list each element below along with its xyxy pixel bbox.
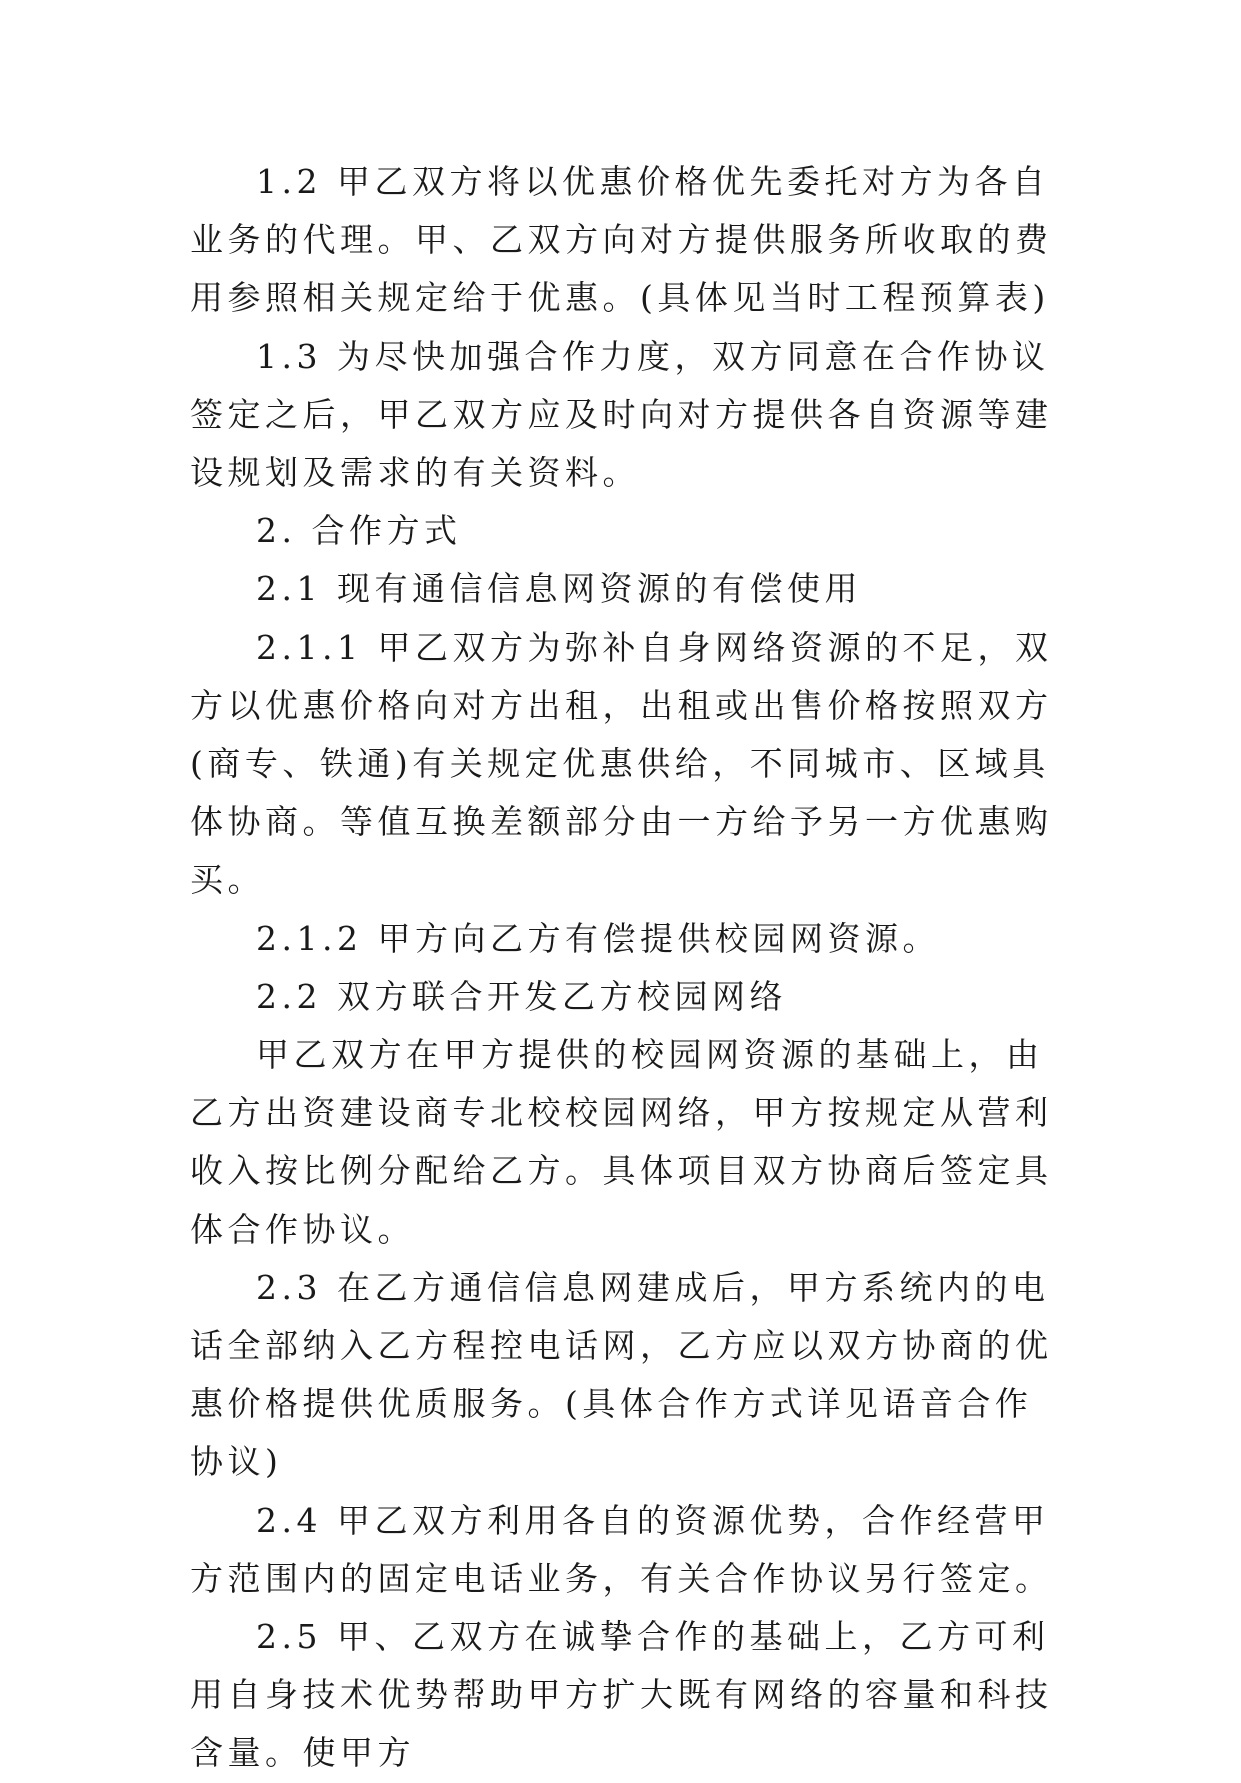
heading-2-cooperation-method: 2. 合作方式 [256,511,462,551]
document-body [190,153,1060,1783]
paragraph-2-1-1: 2.1.1 甲乙双方为弥补自身网络资源的不足，双方以优惠价格向对方出租，出租或出售价格按照双方(商专、铁通)有关规定优惠供给，不同城市、区域具体协商。等值互换差额部分由一方给予另一方优惠购买。 [190,627,1053,900]
paragraph-2-5: 2.5 甲、乙双方在诚挚合作的基础上，乙方可利用自身技术优势帮助甲方扩大既有网络的容量和科技含量。使甲方 [190,1617,1053,1773]
paragraph-2-4: 2.4 甲乙双方利用各自的资源优势，合作经营甲方范围内的固定电话业务，有关合作协议另行签定。 [190,1500,1053,1598]
paragraph-1-3: 1.3 为尽快加强合作力度，双方同意在合作协议签定之后，甲乙双方应及时向对方提供各自资源等建设规划及需求的有关资料。 [190,336,1053,493]
heading-2-1: 2.1 现有通信信息网资源的有偿使用 [256,569,862,609]
paragraph-1-2: 1.2 甲乙双方将以优惠价格优先委托对方为各自业务的代理。甲、乙双方向对方提供服务所收取的费用参照相关规定给于优惠。(具体见当时工程预算表) [190,162,1053,318]
paragraph-2-1-2: 2.1.2 甲方向乙方有偿提供校园网资源。 [256,918,940,958]
paragraph-2-3: 2.3 在乙方通信信息网建成后，甲方系统内的电话全部纳入乙方程控电话网，乙方应以双方协商的优惠价格提供优质服务。(具体合作方式详见语音合作协议) [190,1267,1053,1482]
paragraph-2-2-body: 甲乙双方在甲方提供的校园网资源的基础上，由乙方出资建设商专北校校园网络，甲方按规定从营利收入按比例分配给乙方。具体项目双方协商后签定具体合作协议。 [190,1035,1053,1249]
heading-2-2: 2.2 双方联合开发乙方校园网络 [256,976,787,1016]
